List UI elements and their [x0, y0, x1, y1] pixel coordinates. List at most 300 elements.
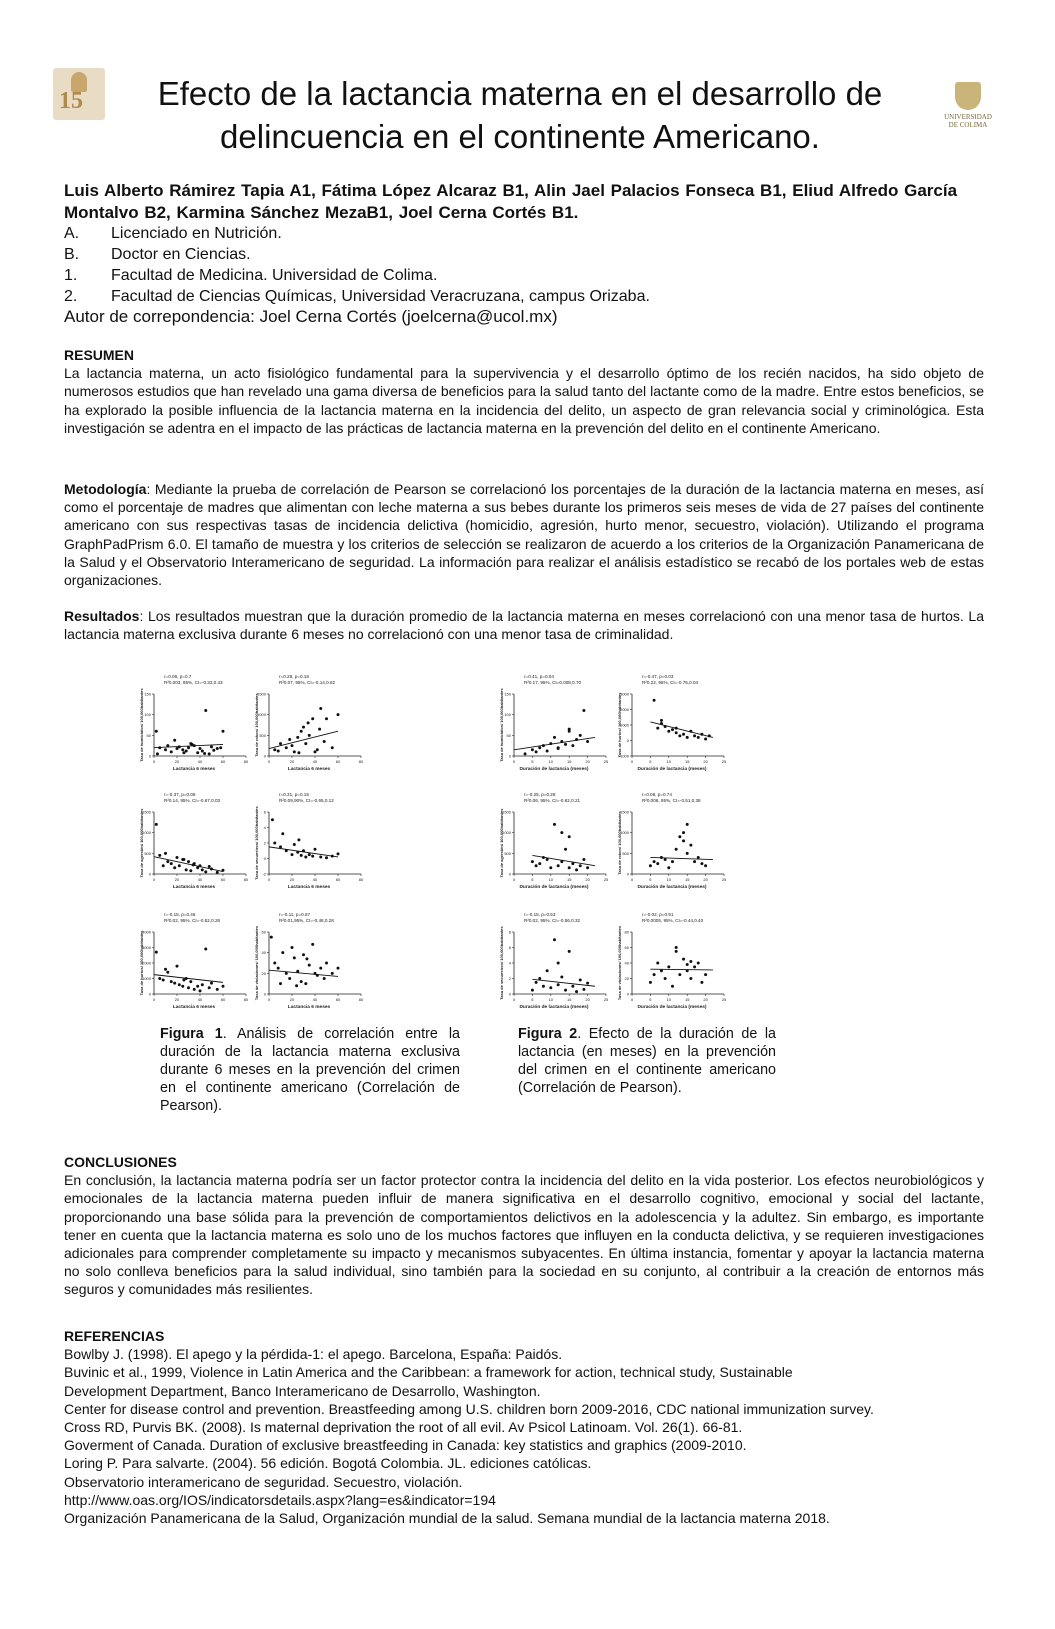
regression-line	[650, 722, 713, 738]
data-point	[325, 962, 328, 965]
y-tick-label: 50	[506, 732, 511, 738]
data-point	[682, 958, 685, 961]
x-tick-label: 20	[585, 877, 590, 882]
data-point	[675, 731, 678, 734]
y-tick-label: 1500	[620, 809, 629, 815]
data-point	[693, 860, 696, 863]
data-point	[318, 728, 321, 731]
x-tick-label: 0	[267, 997, 271, 1002]
data-point	[564, 989, 567, 992]
data-point	[535, 864, 538, 867]
data-point	[682, 831, 685, 834]
data-point	[549, 986, 552, 989]
section-conclusiones	[64, 1153, 984, 1299]
data-point	[164, 968, 167, 971]
x-tick-label: 15	[566, 759, 572, 764]
data-point	[308, 734, 311, 737]
stat-r-label: r=-0.15, p=0.53	[524, 912, 556, 917]
data-point	[158, 854, 161, 857]
data-point	[664, 858, 667, 861]
y-tick-label: 3000	[620, 691, 629, 697]
stat-r-label: r=0.41, p=0.04	[524, 674, 554, 679]
data-point	[319, 855, 322, 858]
x-tick-label: 10	[666, 759, 672, 764]
data-point	[564, 743, 567, 746]
stat-r2-label: R²0.003, 95%, CI=-0.32,0.43	[164, 680, 223, 685]
x-tick-label: 40	[312, 759, 318, 764]
y-tick-label: 1000	[257, 712, 266, 718]
data-point	[293, 750, 296, 753]
stat-r2-label: R²0.07, 95%, CI=-0.14,0.62	[279, 680, 336, 685]
reference-item: Observatorio interamericano de seguridad. Secuestro, violación.	[64, 1473, 463, 1490]
data-point	[281, 951, 284, 954]
data-point	[166, 971, 169, 974]
data-point	[296, 851, 299, 854]
y-axis-label: Tasa de secuestros/ 100,000habitantes	[254, 806, 259, 880]
y-tick-label: 2	[508, 976, 511, 981]
y-tick-label: 0	[508, 991, 511, 997]
data-point	[203, 752, 206, 755]
y-tick-label: 0	[263, 753, 266, 759]
data-point	[700, 733, 703, 736]
data-point	[675, 727, 678, 730]
data-point	[271, 818, 274, 821]
regression-line	[532, 979, 595, 986]
data-point	[535, 750, 538, 753]
section-resultados	[64, 607, 984, 643]
y-axis-label: Tasa de violaciones/ 100,000habitantes	[617, 925, 622, 1001]
scatter-plot-panel	[500, 790, 615, 905]
data-point	[173, 866, 176, 869]
section-heading: RESUMEN	[64, 347, 135, 363]
y-tick-label: 4	[508, 960, 511, 966]
x-tick-label: 20	[174, 759, 180, 764]
x-tick-label: 10	[548, 759, 554, 764]
y-tick-label: 1500	[142, 809, 151, 815]
scatter-plot-panel	[140, 910, 255, 1025]
data-point	[291, 946, 294, 949]
data-point	[678, 734, 681, 737]
data-point	[182, 858, 185, 861]
data-point	[664, 977, 667, 980]
figure-2-caption: Figura 2. Efecto de la duración de la lactancia (en meses) en la prevención del crimen en el continente americano (Correlación de Pearson).	[518, 1026, 776, 1096]
y-tick-label: 6	[508, 945, 511, 950]
regression-line	[514, 737, 595, 749]
x-axis-label: Lactancia 6 meses	[172, 885, 216, 890]
x-tick-label: 60	[335, 877, 341, 882]
data-point	[582, 709, 585, 712]
scatter-plot-panel	[618, 672, 733, 787]
data-point	[293, 843, 296, 846]
x-tick-label: 5	[649, 997, 652, 1002]
y-tick-label: 1000	[142, 830, 151, 836]
data-point	[155, 730, 158, 733]
data-point	[204, 709, 207, 712]
data-point	[553, 938, 556, 941]
section-heading: Metodología	[64, 481, 147, 497]
data-point	[196, 751, 199, 754]
data-point	[314, 750, 317, 753]
data-point	[166, 860, 169, 863]
data-point	[162, 864, 165, 867]
x-tick-label: 0	[267, 877, 271, 882]
data-point	[297, 838, 300, 841]
x-axis-label: Duración de lactancia (meses)	[637, 767, 707, 772]
y-tick-label: 150	[504, 691, 511, 697]
reference-link[interactable]: http://www.oas.org/IOS/indicatorsdetails.aspx?lang=es&indicator=194	[64, 1491, 496, 1508]
data-point	[686, 736, 689, 739]
data-point	[319, 707, 322, 710]
x-tick-label: 80	[358, 997, 364, 1002]
data-point	[288, 977, 291, 980]
data-point	[678, 973, 681, 976]
data-point	[296, 736, 299, 739]
data-point	[176, 856, 179, 859]
x-tick-label: 40	[312, 877, 318, 882]
data-point	[300, 730, 303, 733]
x-tick-label: 20	[703, 877, 708, 882]
y-tick-label: 40	[261, 950, 266, 956]
affiliation-item: 1. Facultad de Medicina. Universidad de Colima.	[64, 267, 438, 284]
data-point	[682, 839, 685, 842]
data-point	[212, 749, 215, 752]
data-point	[531, 860, 534, 863]
logo-number: 15	[59, 88, 83, 114]
data-point	[689, 730, 692, 733]
data-point	[156, 752, 159, 755]
affiliation-item: A. Licenciado en Nutrición.	[64, 225, 282, 242]
data-point	[190, 743, 193, 746]
data-point	[277, 967, 280, 970]
data-point	[671, 728, 674, 731]
data-point	[279, 845, 282, 848]
data-point	[325, 717, 328, 720]
data-point	[199, 864, 202, 867]
data-point	[208, 865, 211, 868]
y-tick-label: 60	[261, 929, 266, 935]
scatter-plot-panel	[500, 672, 615, 787]
section-text: La lactancia materna, un acto fisiológico fundamental para la supervivencia y el desarrollo óptimo de los recién nacidos, ha sido objeto de numerosos estudios que han revelado una gama diversa de beneficios para la salud tanto del lactante como de la madre. Entre estos beneficios, se ha explorado la posible influencia de la lactancia materna en la incidencia del delito, un aspecto de gran relevancia social y criminológica. Esta investigación se adentra en el impacto de las prácticas de lactancia materna en la prevención del delito en el continente Americano.	[64, 365, 984, 436]
y-tick-label: 4000	[142, 929, 151, 935]
data-point	[277, 750, 280, 753]
y-tick-label: 40	[624, 960, 629, 966]
x-tick-label: 80	[358, 759, 364, 764]
x-tick-label: 5	[531, 759, 534, 764]
data-point	[331, 972, 334, 975]
data-point	[331, 746, 334, 749]
data-point	[311, 943, 314, 946]
logo-universidad-de-colima	[940, 82, 996, 140]
data-point	[210, 868, 213, 871]
x-tick-label: 25	[603, 759, 609, 764]
data-point	[170, 862, 173, 865]
data-point	[187, 860, 190, 863]
data-point	[553, 823, 556, 826]
x-axis-label: Duración de lactancia (meses)	[637, 885, 707, 890]
x-axis-label: Duración de lactancia (meses)	[519, 767, 589, 772]
x-tick-label: 60	[220, 877, 226, 882]
stat-r-label: r=-0.25, p=0.28	[524, 792, 556, 797]
data-point	[302, 726, 305, 729]
data-point	[304, 742, 307, 745]
stat-r-label: r=0.06, p=0.7	[164, 674, 192, 679]
data-point	[704, 864, 707, 867]
data-point	[564, 848, 567, 851]
data-point	[300, 980, 303, 983]
data-point	[549, 866, 552, 869]
data-point	[697, 962, 700, 965]
stat-r2-label: R²0.02, 95%, CI=-0.56,0.32	[524, 918, 581, 923]
scatter-plot-panel	[618, 910, 733, 1025]
data-point	[270, 936, 273, 939]
reference-item: Goverment of Canada. Duration of exclusive breastfeeding in Canada: key statistics and graphics (2009-2010.	[64, 1437, 747, 1454]
data-point	[689, 844, 692, 847]
affiliation-item: 2. Facultad de Ciencias Químicas, Universidad Veracruzana, campus Orizaba.	[64, 288, 650, 305]
x-tick-label: 20	[174, 997, 180, 1002]
data-point	[649, 864, 652, 867]
data-point	[201, 868, 204, 871]
data-point	[279, 742, 282, 745]
y-tick-label: 0	[626, 871, 629, 877]
data-point	[300, 854, 303, 857]
data-point	[704, 737, 707, 740]
stat-r2-label: R²0.01,95%, CI=-0.48,0.28	[279, 918, 334, 923]
x-tick-label: 0	[152, 759, 156, 764]
data-point	[660, 856, 663, 859]
y-tick-label: -1000	[618, 753, 629, 759]
y-tick-label: 60	[624, 945, 629, 950]
x-tick-label: 20	[703, 759, 708, 764]
data-point	[700, 862, 703, 865]
data-point	[704, 973, 707, 976]
data-point	[176, 965, 179, 968]
y-tick-label: -2	[262, 871, 266, 877]
x-tick-label: 15	[684, 997, 690, 1002]
data-point	[557, 747, 560, 750]
data-point	[201, 750, 204, 753]
x-tick-label: 5	[649, 877, 652, 882]
y-tick-label: 3000	[142, 945, 151, 950]
y-axis-label: Tasa de secuestros/ 100,000habitantes	[499, 926, 504, 1000]
x-tick-label: 25	[721, 997, 727, 1002]
data-point	[660, 969, 663, 972]
x-tick-label: 80	[358, 877, 364, 882]
data-point	[222, 730, 225, 733]
x-tick-label: 60	[220, 997, 226, 1002]
data-point	[560, 860, 563, 863]
data-point	[204, 870, 207, 873]
y-tick-label: 0	[626, 738, 629, 743]
data-point	[568, 866, 571, 869]
stat-r2-label: R²0.006, 95%, CI=-0.51,0.38	[642, 798, 701, 803]
data-point	[170, 750, 173, 753]
data-point	[579, 864, 582, 867]
data-point	[568, 835, 571, 838]
data-point	[181, 985, 184, 988]
data-point	[560, 831, 563, 834]
y-tick-label: 500	[144, 850, 151, 856]
stat-r-label: r=-0.02, p=0.91	[642, 912, 674, 917]
y-tick-label: 2	[263, 840, 266, 846]
x-tick-label: 5	[649, 759, 652, 764]
x-tick-label: 5	[531, 997, 534, 1002]
data-point	[538, 862, 541, 865]
x-tick-label: 25	[603, 997, 609, 1002]
data-point	[193, 988, 196, 991]
stat-r-label: r=-0.15, p=0.46	[164, 912, 196, 917]
data-point	[305, 957, 308, 960]
reference-item: Cross RD, Purvis BK. (2008). Is maternal deprivation the root of all evil. Av Psicol Latinoam. Vol. 26(1). 66-81.	[64, 1419, 743, 1436]
scatter-plot-panel	[140, 790, 255, 905]
data-point	[166, 744, 169, 747]
data-point	[316, 974, 319, 977]
x-tick-label: 0	[152, 877, 156, 882]
y-tick-label: 80	[624, 929, 629, 935]
x-axis-label: Duración de lactancia (meses)	[637, 1005, 707, 1010]
stat-r-label: r=-0.47, p=0.03	[642, 674, 674, 679]
affiliation-item: B. Doctor en Ciencias.	[64, 246, 251, 263]
data-point	[279, 982, 282, 985]
data-point	[675, 950, 678, 953]
x-axis-label: Lactancia 6 meses	[287, 767, 331, 772]
data-point	[325, 856, 328, 859]
regression-line	[532, 855, 595, 865]
data-point	[293, 956, 296, 959]
data-point	[582, 988, 585, 991]
scatter-plot-panel	[255, 672, 370, 787]
authors: Luis Alberto Rámirez Tapia A1, Fátima López Alcaraz B1, Alin Jael Palacios Fonseca B1, Eliud Alfredo García Montalvo B2, Karmina Sánchez MezaB1, Joel Cerna Cortés B1.	[64, 181, 958, 222]
x-tick-label: 25	[721, 877, 727, 882]
y-tick-label: 4	[263, 825, 266, 830]
section-heading: Resultados	[64, 608, 140, 624]
y-tick-label: 0	[626, 991, 629, 997]
data-point	[671, 985, 674, 988]
data-point	[693, 734, 696, 737]
y-tick-label: 1000	[620, 722, 629, 728]
data-point	[653, 973, 656, 976]
data-point	[162, 979, 165, 982]
data-point	[675, 946, 678, 949]
data-point	[557, 962, 560, 965]
data-point	[331, 855, 334, 858]
y-axis-label: Tasa de hurtos/ 100,000habitantes	[139, 930, 144, 996]
regression-line	[269, 731, 338, 748]
section-resumen	[64, 346, 984, 437]
x-tick-label: 15	[684, 877, 690, 882]
y-axis-label: Tasa de violaciones/ 100,000habitantes	[254, 925, 259, 1001]
x-tick-label: 5	[531, 877, 534, 882]
data-point	[649, 981, 652, 984]
data-point	[586, 982, 589, 985]
data-point	[296, 970, 299, 973]
y-tick-label: 1000	[620, 830, 629, 836]
stat-r2-label: R²0.0005, 95%, CI=-0.44,0.40	[642, 918, 704, 923]
scatter-plot-panel	[255, 910, 370, 1025]
data-point	[304, 855, 307, 858]
y-axis-label: Tasa de robos/ 100,000habitantes	[617, 811, 622, 875]
data-point	[686, 823, 689, 826]
stat-r2-label: R²0.14, 95%, CI=-0.67,0.03	[164, 798, 221, 803]
x-tick-label: 15	[566, 877, 572, 882]
y-axis-label: Tasa de agresión/ 100,000habitantes	[499, 808, 504, 878]
y-tick-label: 1500	[502, 809, 511, 815]
data-point	[560, 740, 563, 743]
x-axis-label: Lactancia 6 meses	[172, 1005, 216, 1010]
scatter-plot-panel	[255, 790, 370, 905]
data-point	[660, 722, 663, 725]
stat-r2-label: R²0.02, 95%, CI=-0.52,0.26	[164, 918, 221, 923]
data-point	[185, 868, 188, 871]
data-point	[288, 738, 291, 741]
regression-line	[269, 970, 338, 976]
data-point	[571, 862, 574, 865]
y-tick-label: 1000	[502, 830, 511, 836]
data-point	[689, 977, 692, 980]
data-point	[664, 725, 667, 728]
y-tick-label: 0	[508, 871, 511, 877]
section-heading: CONCLUSIONES	[64, 1154, 177, 1170]
x-tick-label: 0	[630, 759, 634, 764]
correspondence: Autor de correpondencia: Joel Cerna Cortés (joelcerna@ucol.mx)	[64, 307, 558, 326]
x-tick-label: 20	[585, 997, 590, 1002]
data-point	[656, 727, 659, 730]
reference-item: Organización Panamericana de la Salud, Organización mundial de la salud. Semana mundial de la lactancia materna 2018.	[64, 1510, 830, 1527]
data-point	[660, 719, 663, 722]
data-point	[308, 853, 311, 856]
data-point	[686, 963, 689, 966]
data-point	[586, 740, 589, 743]
x-tick-label: 60	[335, 759, 341, 764]
x-tick-label: 40	[312, 997, 318, 1002]
x-tick-label: 20	[585, 759, 590, 764]
x-tick-label: 15	[684, 759, 690, 764]
data-point	[208, 986, 211, 989]
poster-title: Efecto de la lactancia materna en el desarrollo de delincuencia en el continente Americano.	[157, 75, 883, 155]
data-point	[273, 748, 276, 751]
data-point	[155, 823, 158, 826]
x-tick-label: 10	[548, 877, 554, 882]
data-point	[700, 981, 703, 984]
data-point	[678, 835, 681, 838]
data-point	[531, 989, 534, 992]
data-point	[182, 751, 185, 754]
section-referencias	[64, 1327, 984, 1527]
data-point	[653, 699, 656, 702]
figure-1-caption: Figura 1. Análisis de correlación entre la duración de la lactancia materna exclusiva durante 6 meses en la prevención del crimen en el continente americano (Correlación de Pearson).	[160, 1026, 460, 1114]
data-point	[208, 752, 211, 755]
x-tick-label: 0	[630, 997, 634, 1002]
data-point	[189, 869, 192, 872]
data-point	[182, 979, 185, 982]
y-tick-label: 0	[148, 991, 151, 997]
y-tick-label: 150	[144, 691, 151, 697]
data-point	[216, 747, 219, 750]
y-tick-label: 1000	[142, 976, 151, 981]
data-point	[173, 739, 176, 742]
data-point	[216, 871, 219, 874]
x-axis-label: Duración de lactancia (meses)	[519, 885, 589, 890]
data-point	[311, 855, 314, 858]
logo-15-aniversario	[53, 68, 105, 120]
data-point	[304, 982, 307, 985]
stat-r-label: r=-0.37, p=0.06	[164, 792, 196, 797]
data-point	[323, 740, 326, 743]
data-point	[708, 734, 711, 737]
data-point	[155, 951, 158, 954]
x-tick-label: 80	[243, 997, 249, 1002]
data-point	[178, 745, 181, 748]
data-point	[173, 982, 176, 985]
